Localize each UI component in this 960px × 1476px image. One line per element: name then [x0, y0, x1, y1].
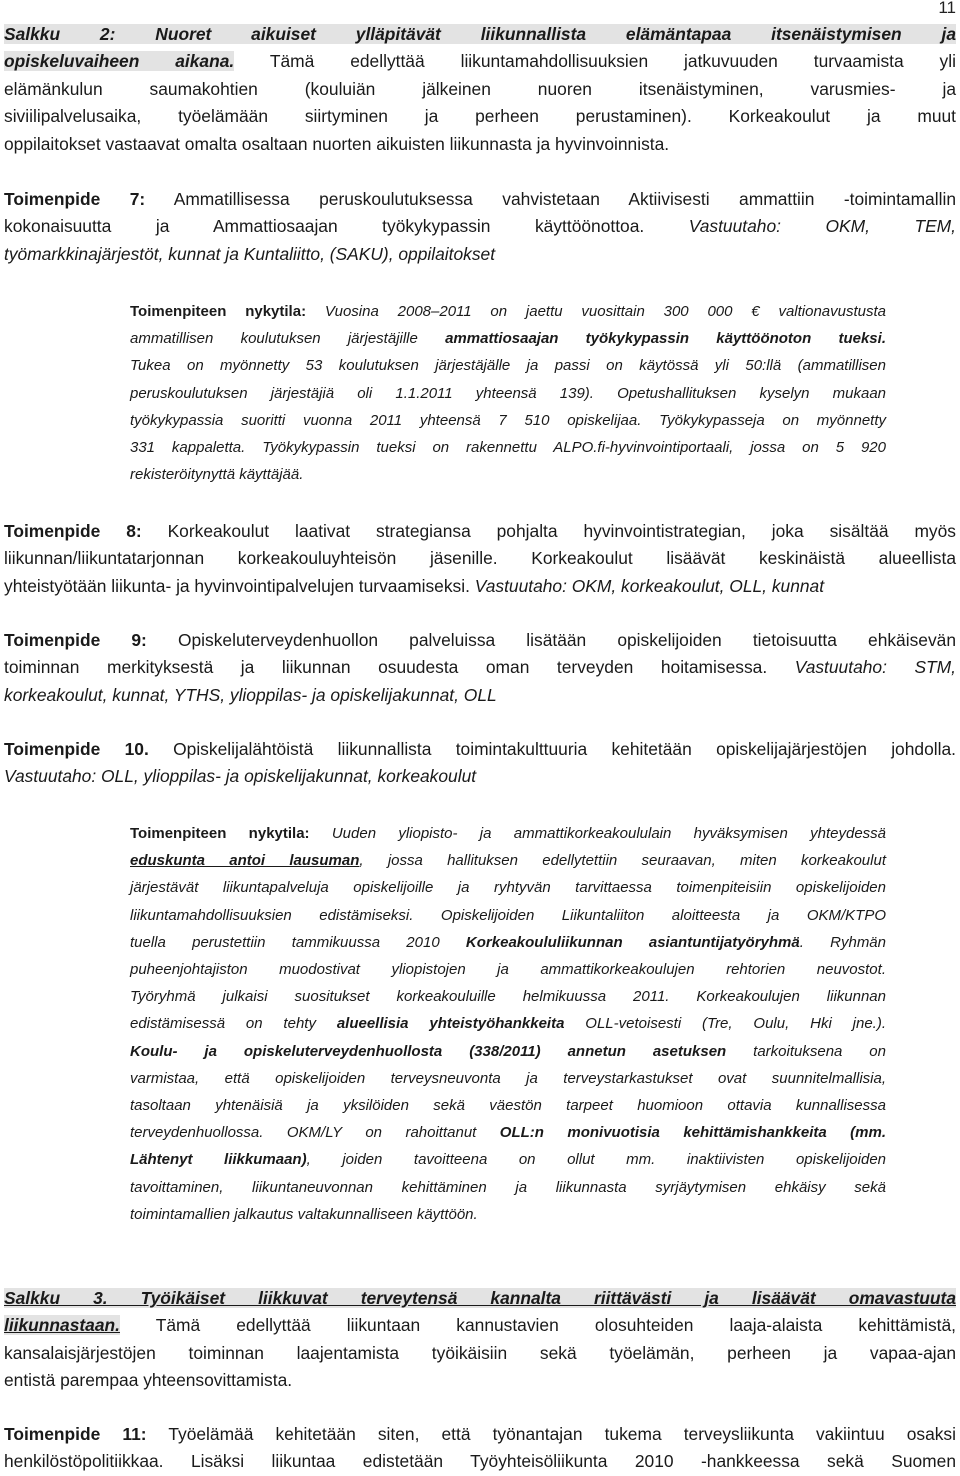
- text-line: siviilipalvelusaika, työelämään siirtyminen ja perheen perustaminen). Korkeakoulut ja muut: [4, 106, 956, 127]
- text-line: [4, 518, 956, 545]
- vastuutaho-text: Vastuutaho: STM,: [767, 657, 957, 678]
- body-text: Tukea on myönnetty 53 koulutuksen järjestäjälle ja passi on käytössä yli 50:llä (ammatillisen: [130, 357, 886, 375]
- salkku-3-heading: Salkku 3. Työikäiset liikkuvat terveytensä kannalta riittävästi ja lisäävät omavastuuta: [4, 1288, 956, 1308]
- text-line: [4, 21, 956, 48]
- body-text: Työryhmä julkaisi suositukset korkeakouluille helmikuussa 2011. Korkeakoulujen liikunnan: [130, 988, 886, 1006]
- text-line: [4, 573, 956, 600]
- text-line: [130, 1065, 886, 1092]
- text-line: [4, 186, 956, 213]
- text-line: [130, 325, 886, 352]
- text-line: [4, 213, 956, 240]
- text-line: [130, 983, 886, 1010]
- text-line: [130, 929, 886, 956]
- text-line: [4, 1312, 956, 1339]
- body-text: järjestävät liikuntapalveluja opiskelijoille ja ryhtyvän tarvittaessa toimenpiteisiin opiskelijoiden: [130, 879, 886, 897]
- text-line: elämänkulun saumakohtien (kouluiän jälkeinen nuoren itsenäistyminen, varusmies- ja: [4, 78, 956, 99]
- text-line: [130, 847, 886, 874]
- toimenpide-9-paragraph: [4, 627, 956, 709]
- toimenpide-9-label: Toimenpide 9:: [4, 630, 147, 650]
- nykytila-7-paragraph: [130, 298, 886, 488]
- text-line: [4, 48, 956, 75]
- emphasis-text: Lähtenyt liikkumaan): [130, 1151, 307, 1169]
- emphasis-text: Korkeakoululiikunnan asiantuntijatyöryhmä: [465, 933, 800, 951]
- salkku-3-heading-cont: liikunnastaan.: [4, 1315, 120, 1336]
- emphasis-text: OLL:n monivuotisia kehittämishankkeita (mm.: [499, 1124, 886, 1142]
- body-text: Vuosina 2008–2011 on jaettu vuosittain 300 000 € valtionavustusta: [306, 303, 887, 320]
- text-line: [130, 298, 886, 325]
- vastuutaho-text: Vastuutaho: OKM, korkeakoulut, OLL, kunnat: [469, 575, 825, 596]
- text-line: [130, 1119, 886, 1146]
- body-text: yhteistyötään liikunta- ja hyvinvointipalvelujen turvaamiseksi.: [4, 575, 470, 596]
- vastuutaho-text: Vastuutaho: OLL, ylioppilas- ja opiskelijakunnat, korkeakoulut: [4, 766, 477, 787]
- text-line: [130, 1146, 886, 1173]
- text-line: [130, 1010, 886, 1037]
- text-line: [4, 241, 956, 268]
- nykytila-label: Toimenpiteen nykytila:: [130, 825, 310, 842]
- body-text: edistämisessä on tehty: [130, 1015, 337, 1033]
- text-line: [130, 461, 886, 488]
- body-text: tavoittaminen, liikuntaneuvonnan kehittäminen ja liikunnasta syrjäytymisen ehkäisy sekä: [130, 1178, 886, 1196]
- toimenpide-7-label: Toimenpide 7:: [4, 189, 146, 209]
- salkku-2-heading: Salkku 2: Nuoret aikuiset ylläpitävät liikunnallista elämäntapaa itsenäistymisen ja: [4, 24, 956, 44]
- emphasis-text: alueellisia yhteistyöhankkeita: [336, 1015, 565, 1033]
- text-line: [130, 434, 886, 461]
- text-line: [130, 380, 886, 407]
- vastuutaho-text: korkeakoulut, kunnat, YTHS, ylioppilas- ja opiskelijakunnat, OLL: [4, 684, 497, 705]
- body-text: toiminnan merkityksestä ja liikunnan osuudesta oman terveyden hoitamisessa.: [4, 657, 768, 678]
- toimenpide-11-label: Toimenpide 11:: [4, 1424, 147, 1444]
- text-line: [130, 1092, 886, 1119]
- text-line: [4, 682, 956, 709]
- body-text: Tämä edellyttää liikuntamahdollisuuksien jatkuvuuden turvaamista yli: [234, 51, 956, 72]
- text-line: [4, 1421, 956, 1448]
- body-text: , joiden tavoitteena on ollut mm. inaktiivisten opiskelijoiden: [306, 1151, 887, 1169]
- toimenpide-11-paragraph: [4, 1421, 956, 1476]
- text-line: entistä parempaa yhteensovittamista.: [4, 1370, 293, 1391]
- body-text: liikuntamahdollisuuksien edistämiseksi. Opiskelijoiden Liikuntaliiton aloitteesta ja OKM/KTPO: [130, 906, 886, 924]
- body-text: OLL-vetoisesti (Tre, Oulu, Hki jne.).: [564, 1015, 886, 1033]
- body-text: peruskoulutuksen järjestäjiä oli 1.1.2011 yhteensä 139). Opetushallituksen kyselyn mukaan: [130, 384, 886, 402]
- body-text: Ammatillisessa peruskoulutuksessa vahvistetaan Aktiivisesti ammattiin -toimintamallin: [145, 189, 956, 209]
- text-line: [4, 736, 956, 763]
- body-text: tuella perustettiin tammikuussa 2010: [130, 933, 466, 951]
- text-line: [4, 763, 956, 790]
- nykytila-10-paragraph: [130, 820, 886, 1228]
- body-text: toimintamallien jalkautus valtakunnalliseen käyttöön.: [130, 1205, 478, 1223]
- body-text: varmistaa, että opiskelijoiden terveysneuvonta ja terveystarkastukset ovat suunnitelmallisia,: [130, 1069, 886, 1087]
- body-text: puheenjohtajiston muodostivat yliopistojen ja ammattikorkeakoulujen rehtorien neuvostot.: [130, 961, 886, 979]
- body-text: 331 kappaletta. Työkykypassin tueksi on rakennettu ALPO.fi-hyvinvointiportaali, jossa on 5 920: [130, 439, 886, 457]
- body-text: rekisteröitynyttä käyttäjää.: [130, 466, 304, 484]
- body-text: . Ryhmän: [799, 933, 886, 951]
- salkku-2-paragraph: [4, 21, 956, 158]
- text-line: kansalaisjärjestöjen toiminnan laajentamista työikäisiin sekä työelämän, perheen ja vapaa-ajan: [4, 1342, 956, 1363]
- text-line: [130, 1201, 886, 1228]
- toimenpide-10-label: Toimenpide 10.: [4, 739, 149, 759]
- body-text: työkykypassia suoritti vuonna 2011 yhteensä 7 510 opiskelijaa. Työkykypasseja on myönnetty: [130, 411, 886, 429]
- body-text: terveydenhuollossa. OKM/LY on rahoittanut: [130, 1124, 500, 1142]
- text-line: [130, 407, 886, 434]
- vastuutaho-text: Vastuutaho: OKM, TEM,: [644, 216, 956, 237]
- body-text: tasoltaan yhtenäisiä ja yksilöiden sekä väestön tarpeet huomioon ottavia kunnallisessa: [130, 1097, 886, 1115]
- body-text: Opiskelijalähtöistä liikunnallista toimintakulttuuria kehitetään opiskelijajärjestöjen johdolla.: [148, 739, 956, 759]
- text-line: [4, 654, 956, 681]
- body-text: Tämä edellyttää liikuntaan kannustavien olosuhteiden laaja-alaista kehittämistä,: [119, 1315, 956, 1336]
- text-line: [130, 352, 886, 379]
- body-text: kokonaisuutta ja Ammattiosaajan työkykypassin käyttöönottoa.: [4, 216, 645, 237]
- body-text: ammatillisen koulutuksen järjestäjille: [130, 330, 446, 348]
- emphasis-text: eduskunta antoi lausuman: [130, 852, 360, 870]
- text-line: [4, 627, 956, 654]
- text-line: liikunnan/liikuntatarjonnan korkeakouluyhteisön jäsenille. Korkeakoulut lisäävät keskinäistä alueellista: [4, 548, 956, 569]
- text-line: [130, 902, 886, 929]
- body-text: Opiskeluterveydenhuollon palveluissa lisätään opiskelijoiden tietoisuutta ehkäisevän: [146, 630, 957, 650]
- body-text: Työelämää kehitetään siten, että työnantajan tukema terveysliikunta vakiintuu osaksi: [146, 1424, 956, 1444]
- body-text: Korkeakoulut laativat strategiansa pohjalta hyvinvointistrategian, joka sisältää myös: [141, 521, 956, 541]
- nykytila-label: Toimenpiteen nykytila:: [130, 303, 307, 320]
- toimenpide-8-paragraph: [4, 518, 956, 600]
- text-line: [4, 1285, 956, 1312]
- text-line: [130, 1174, 886, 1201]
- emphasis-text: Koulu- ja opiskeluterveydenhuollosta (338/2011) annetun asetuksen: [130, 1042, 727, 1060]
- salkku-2-heading-cont: opiskeluvaiheen aikana.: [4, 51, 235, 72]
- toimenpide-7-paragraph: [4, 186, 956, 268]
- toimenpide-8-label: Toimenpide 8:: [4, 521, 142, 541]
- text-line: oppilaitokset vastaavat omalta osaltaan nuorten aikuisten liikunnasta ja hyvinvoinnista.: [4, 133, 670, 154]
- body-text: Uuden yliopisto- ja ammattikorkeakoululain hyväksymisen yhteydessä: [309, 825, 887, 842]
- text-line: [130, 1038, 886, 1065]
- body-text: tarkoituksena on: [726, 1042, 886, 1060]
- text-line: [130, 820, 886, 847]
- body-text: , jossa hallituksen edellytettiin seuraavan, miten korkeakoulut: [359, 852, 886, 870]
- vastuutaho-text: työmarkkinajärjestöt, kunnat ja Kuntaliitto, (SAKU), oppilaitokset: [4, 243, 496, 264]
- text-line: [130, 874, 886, 901]
- text-line: [130, 956, 886, 983]
- toimenpide-10-paragraph: [4, 736, 956, 791]
- page-number: 11: [938, 0, 956, 17]
- salkku-3-paragraph: [4, 1285, 956, 1395]
- emphasis-text: ammattiosaajan työkykypassin käyttöönoton tueksi.: [445, 330, 886, 348]
- text-line: henkilöstöpolitiikkaa. Lisäksi liikuntaa edistetään Työyhteisöliikunta 2010 -hankkeessa sekä Suomen: [4, 1451, 956, 1472]
